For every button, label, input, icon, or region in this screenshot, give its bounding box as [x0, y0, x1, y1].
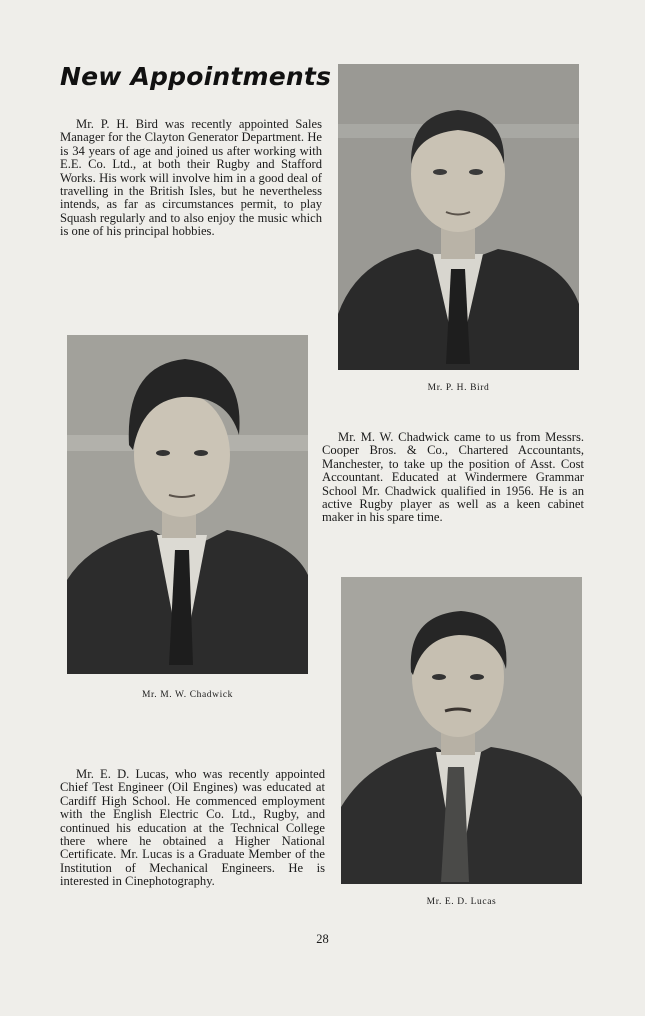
caption-bird: Mr. P. H. Bird	[427, 383, 490, 393]
paragraph-bird: Mr. P. H. Bird was recently appointed Sales Manager for the Clayton Generator Department. He is 34 years of age and joined us after working with E.E. Co. Ltd., at both their Rugby and Stafford Works. His work will involve him in a good deal of travelling in the British Isles, but he nevertheless intends, as far as circumstances permit, to play Squash regularly and to also enjoy the music which is one of his principal hobbies.	[60, 117, 322, 239]
paragraph-lucas: Mr. E. D. Lucas, who was recently appointed Chief Test Engineer (Oil Engines) was educated at Cardiff High School. He commenced employment with the English Electric Co. Ltd., Rugby, and continued his education at the Technical College there where he obtained a Higher National Certificate. Mr. Lucas is a Graduate Member of the Institution of Mechanical Engineers. He is interested in Cinephotography.	[60, 767, 325, 889]
caption-chadwick: Mr. M. W. Chadwick	[141, 690, 234, 700]
page-heading: New Appointments	[60, 62, 332, 91]
page-number: 28	[316, 932, 329, 946]
photo-bird	[338, 64, 579, 370]
paragraph-chadwick: Mr. M. W. Chadwick came to us from Messrs. Cooper Bros. & Co., Chartered Accountants, Manchester, to take up the position of Asst. Cost Accountant. Educated at Windermere Grammar School Mr. Chadwick qualified in 1956. He is an active Rugby player as well as a keen cabinet maker in his spare time.	[322, 430, 584, 525]
caption-lucas: Mr. E. D. Lucas	[426, 897, 497, 907]
photo-chadwick	[67, 335, 308, 674]
photo-lucas	[341, 577, 582, 884]
